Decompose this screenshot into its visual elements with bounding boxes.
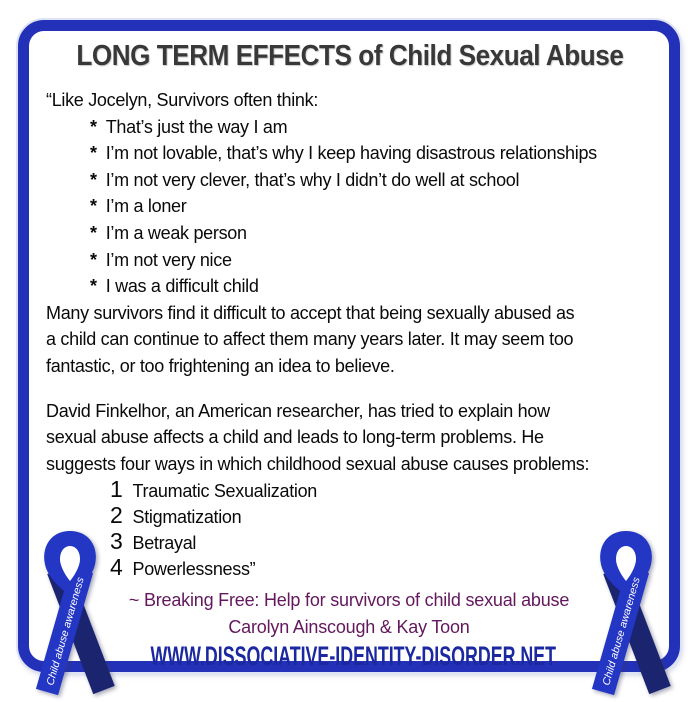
bullet-asterisk: * — [90, 143, 97, 164]
bullet-asterisk: * — [90, 249, 97, 270]
bullet-item — [46, 247, 652, 274]
bullet-text: That’s just the way I am — [105, 116, 288, 137]
bullet-asterisk: * — [90, 169, 97, 190]
paragraph-line: Many survivors find it difficult to accept that being sexually abused as — [46, 302, 575, 323]
paragraph-line: a child can continue to affect them many years later. It may seem too — [46, 329, 574, 350]
page-title — [46, 39, 652, 78]
bullet-asterisk: * — [90, 116, 97, 137]
bullet-item — [46, 167, 652, 194]
citation-authors-line: Carolyn Ainscough & Kay Toon — [228, 617, 470, 638]
book-citation — [46, 587, 652, 641]
paragraph-line: fantastic, or too frightening an idea to believe. — [46, 355, 395, 376]
bullet-asterisk: * — [90, 276, 97, 297]
numbered-item-number: 2 — [110, 502, 123, 529]
numbered-item — [46, 529, 652, 555]
page-title-text: LONG TERM EFFECTS of Child Sexual Abuse — [76, 40, 624, 72]
numbered-item-number: 4 — [110, 554, 123, 581]
numbered-item-label: Traumatic Sexualization — [132, 481, 318, 502]
bullet-text: I’m a weak person — [105, 222, 247, 243]
bullet-item — [46, 193, 652, 220]
bullet-text: I’m a loner — [105, 196, 187, 217]
quote-intro-line: “Like Jocelyn, Survivors often think: — [46, 90, 319, 110]
numbered-item-number: 3 — [110, 528, 123, 555]
numbered-item-number: 1 — [110, 476, 123, 503]
paragraph-gap — [46, 380, 652, 398]
numbered-item-label: Powerlessness” — [132, 559, 256, 580]
numbered-item — [46, 477, 652, 503]
poster-content — [29, 31, 669, 672]
awareness-ribbon-left — [24, 526, 116, 702]
citation-title-line: ~ Breaking Free: Help for survivors of child sexual abuse — [128, 590, 570, 611]
numbered-item — [46, 555, 652, 581]
bullet-text: I’m not lovable, that’s why I keep having disastrous relationships — [105, 143, 597, 164]
numbered-item-label: Betrayal — [132, 533, 197, 554]
bullet-item — [46, 273, 652, 300]
bullet-item — [46, 220, 652, 247]
bullet-asterisk: * — [90, 196, 97, 217]
bullet-text: I’m not very nice — [105, 249, 232, 270]
ribbon-label: Child abuse awareness — [600, 578, 642, 687]
paragraph-line: suggests four ways in which childhood sexual abuse causes problems: — [46, 453, 590, 474]
bullet-item — [46, 114, 652, 141]
bullet-text: I was a difficult child — [105, 276, 259, 297]
website-url: WWW.DISSOCIATIVE-IDENTITY-DISORDER.NET — [150, 641, 557, 672]
paragraph-line: David Finkelhor, an American researcher, has tried to explain how — [46, 400, 550, 421]
paragraph-line: sexual abuse affects a child and leads to long-term problems. He — [46, 427, 544, 448]
numbered-item — [46, 503, 652, 529]
bullet-text: I’m not very clever, that’s why I didn’t do well at school — [105, 169, 520, 190]
bullet-asterisk: * — [90, 222, 97, 243]
website-url-row — [46, 643, 652, 674]
bullet-item — [46, 140, 652, 167]
numbered-item-label: Stigmatization — [132, 507, 242, 528]
awareness-ribbon-right — [580, 526, 672, 702]
ribbon-label: Child abuse awareness — [44, 578, 86, 687]
